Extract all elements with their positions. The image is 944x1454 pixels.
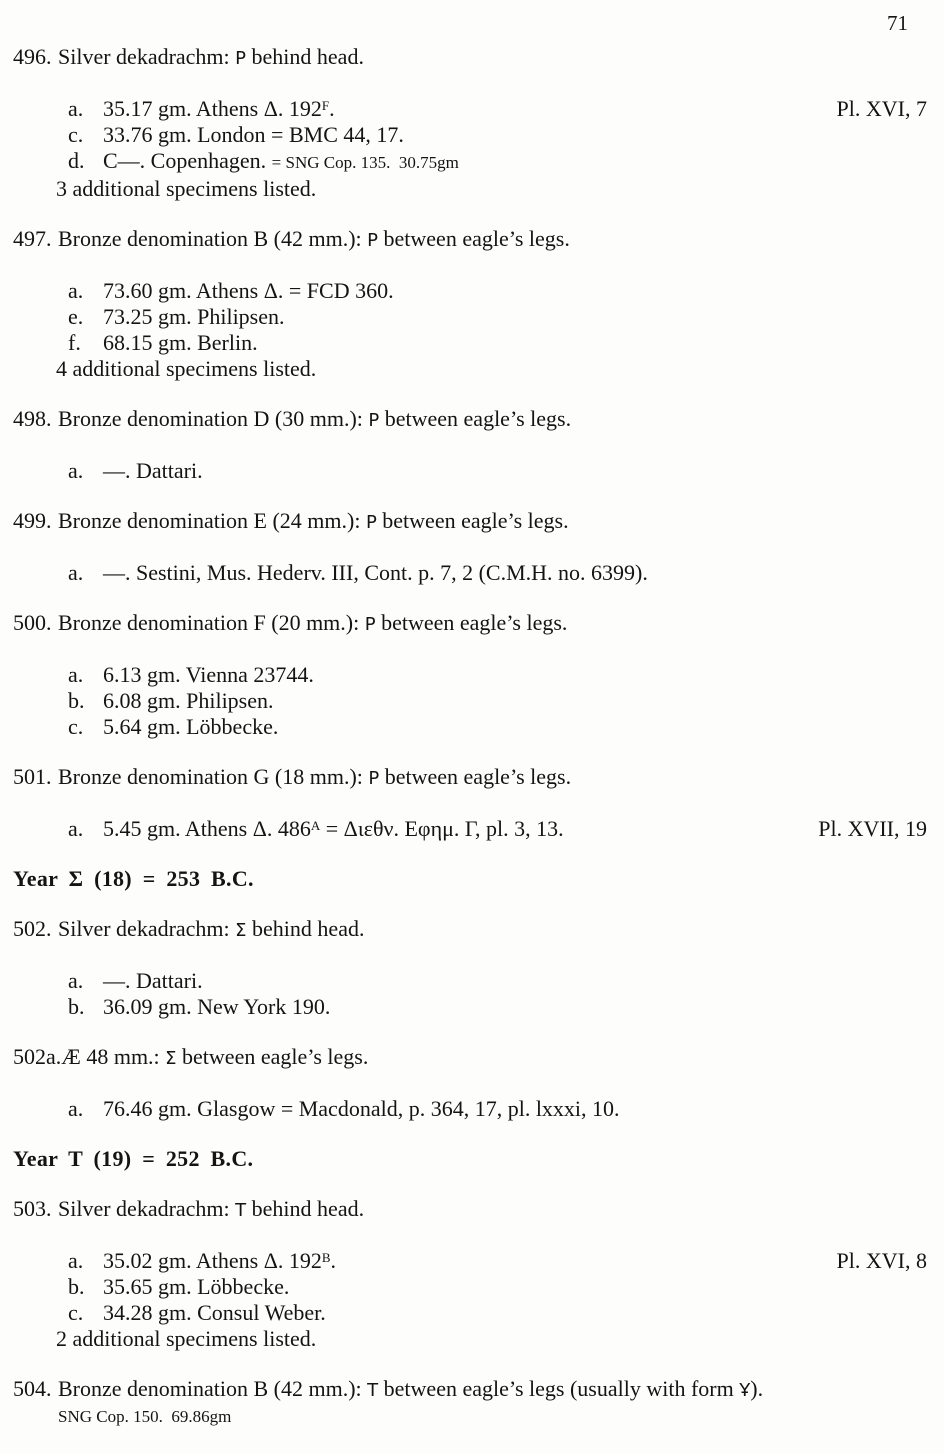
specimen-text	[103, 1274, 927, 1300]
specimen-main: 35.02 gm. Athens Δ. 192	[103, 1248, 322, 1273]
specimen-main: 73.25 gm. Philipsen.	[103, 304, 285, 329]
specimen-text	[103, 96, 927, 122]
entry-heading-text	[58, 1196, 927, 1224]
entry-number: 503.	[13, 1196, 52, 1221]
year-letter-symbol: Σ	[165, 1048, 177, 1069]
specimen-text	[103, 1248, 927, 1274]
specimen-main: 73.60 gm. Athens Δ. = FCD 360.	[103, 278, 394, 303]
specimen-text	[103, 304, 927, 330]
specimen-letter: a.	[68, 1096, 84, 1121]
entry-heading-text	[58, 916, 927, 944]
entry-503	[13, 1196, 927, 1352]
heading-pre: Silver dekadrachm:	[58, 916, 236, 941]
heading-post: between eagle’s legs.	[378, 226, 570, 251]
specimen-line	[68, 1300, 927, 1326]
specimen-list	[68, 560, 927, 586]
specimen-list	[56, 278, 927, 382]
entry-heading-text	[58, 508, 927, 536]
specimen-letter: c.	[68, 714, 84, 739]
plate-reference: Pl. XVII, 19	[818, 816, 927, 841]
specimen-line	[68, 816, 927, 842]
specimen-line	[68, 688, 927, 714]
specimen-line	[68, 1274, 927, 1300]
specimen-main: 35.65 gm. Löbbecke.	[103, 1274, 290, 1299]
specimen-main: 68.15 gm. Berlin.	[103, 330, 258, 355]
year-section-heading: Year Σ (18) = 253 B.C.	[13, 866, 254, 891]
entry-heading	[13, 406, 927, 434]
heading-pre: Bronze denomination G (18 mm.):	[58, 764, 369, 789]
heading-pre: Bronze denomination E (24 mm.):	[58, 508, 366, 533]
heading-post: between eagle’s legs.	[379, 764, 572, 789]
specimen-line	[68, 330, 927, 356]
entry-heading	[13, 44, 927, 72]
specimen-text	[103, 688, 927, 714]
entry-number: 498.	[13, 406, 52, 431]
specimen-line	[68, 148, 927, 176]
entry-heading-text	[58, 764, 927, 792]
year-letter-symbol: P	[235, 48, 247, 69]
entry-499	[13, 508, 927, 586]
specimen-letter: a.	[68, 1248, 84, 1273]
catalog-annotation: = SNG Cop. 135. 30.75gm	[271, 153, 459, 172]
specimen-letter: a.	[68, 662, 84, 687]
entry-502a	[13, 1044, 927, 1122]
specimen-tail: .	[329, 96, 335, 121]
entry-502	[13, 916, 927, 1020]
entry-number: 501.	[13, 764, 52, 789]
plate-reference: Pl. XVI, 8	[836, 1248, 927, 1273]
specimen-letter: a.	[68, 968, 84, 993]
specimen-letter: a.	[68, 458, 84, 483]
specimen-line	[68, 96, 927, 122]
specimen-main: 6.08 gm. Philipsen.	[103, 688, 274, 713]
specimen-list	[68, 816, 927, 842]
specimen-line	[68, 304, 927, 330]
entry-504	[13, 1376, 927, 1430]
specimen-letter: b.	[68, 994, 85, 1019]
specimen-text	[103, 278, 927, 304]
specimen-main: 76.46 gm. Glasgow = Macdonald, p. 364, 17, pl. lxxxi, 10.	[103, 1096, 620, 1121]
entry-number: 500.	[13, 610, 52, 635]
entry-501	[13, 764, 927, 842]
specimen-letter: f.	[68, 330, 81, 355]
entry-497	[13, 226, 927, 382]
entry-heading	[13, 1196, 927, 1224]
entry-number: 496.	[13, 44, 52, 69]
entry-500	[13, 610, 927, 740]
specimen-letter: c.	[68, 122, 84, 147]
entry-heading	[13, 610, 927, 638]
heading-pre: Silver dekadrachm:	[58, 1196, 236, 1221]
page-number: 71	[887, 11, 908, 35]
heading-pre: Bronze denomination B (42 mm.):	[58, 226, 368, 251]
specimen-main: C—. Copenhagen.	[103, 148, 267, 173]
specimen-main: —. Dattari.	[103, 458, 203, 483]
specimen-list	[56, 96, 927, 202]
specimen-letter: a.	[68, 96, 84, 121]
entry-heading-text	[61, 1044, 927, 1072]
specimen-letter: a.	[68, 278, 84, 303]
year-letter-symbol: Σ	[235, 920, 247, 941]
specimen-main: —. Sestini, Mus. Hederv. III, Cont. p. 7, 2 (C.M.H. no. 6399).	[103, 560, 648, 585]
die-superscript: A	[310, 818, 321, 833]
specimen-letter: b.	[68, 688, 85, 713]
year-letter-symbol: P	[365, 512, 377, 533]
specimen-main: 36.09 gm. New York 190.	[103, 994, 331, 1019]
entry-496	[13, 44, 927, 202]
year-letter-symbol: P	[367, 230, 379, 251]
entry-498	[13, 406, 927, 484]
specimen-main: —. Dattari.	[103, 968, 203, 993]
year-section-heading: Year T (19) = 252 B.C.	[13, 1146, 254, 1171]
plate-reference: Pl. XVI, 7	[836, 96, 927, 121]
specimen-text	[103, 662, 927, 688]
year-letter-symbol: P	[364, 614, 376, 635]
specimen-list	[68, 662, 927, 740]
specimen-text	[103, 148, 927, 176]
entry-heading-text	[58, 1376, 927, 1404]
specimen-main: 35.17 gm. Athens Δ. 192	[103, 96, 322, 121]
specimen-text	[103, 994, 927, 1020]
specimen-text	[103, 968, 927, 994]
specimen-letter: a.	[68, 560, 84, 585]
heading-pre: Æ 48 mm.:	[61, 1044, 166, 1069]
specimen-main: 33.76 gm. London = BMC 44, 17.	[103, 122, 404, 147]
specimen-line	[68, 968, 927, 994]
specimen-text	[103, 816, 927, 842]
heading-end: ).	[750, 1376, 764, 1401]
entry-heading	[13, 1376, 927, 1404]
entry-heading-text	[58, 44, 927, 72]
specimen-text	[103, 714, 927, 740]
specimen-tail: .	[330, 1248, 337, 1273]
specimen-line	[68, 458, 927, 484]
heading-post: behind head.	[246, 44, 364, 69]
specimen-text	[103, 122, 927, 148]
specimen-line	[68, 560, 927, 586]
entry-heading	[13, 1044, 927, 1072]
catalog-content	[13, 44, 927, 1454]
entry-number: 502a.	[13, 1044, 62, 1069]
heading-post: behind head.	[246, 916, 365, 941]
year-letter-symbol: P	[368, 410, 380, 431]
specimen-line	[68, 1248, 927, 1274]
specimen-list	[68, 968, 927, 1020]
specimen-main: 6.13 gm. Vienna 23744.	[103, 662, 314, 687]
specimen-text	[103, 1300, 927, 1326]
heading-post: between eagle’s legs.	[376, 508, 569, 533]
specimen-list	[68, 1096, 927, 1122]
specimen-text	[103, 560, 927, 586]
catalog-annotation: SNG Cop. 150. 69.86gm	[58, 1407, 232, 1426]
specimen-letter: c.	[68, 1300, 84, 1325]
specimen-line	[68, 1096, 927, 1122]
specimen-line	[68, 994, 927, 1020]
additional-specimens-note: 3 additional specimens listed.	[56, 176, 317, 201]
entry-heading-text	[58, 226, 927, 254]
heading-post: between eagle’s legs.	[379, 406, 572, 431]
heading-pre: Silver dekadrachm:	[58, 44, 236, 69]
entry-number: 497.	[13, 226, 52, 251]
entry-heading	[13, 508, 927, 536]
specimen-letter: d.	[68, 148, 85, 173]
heading-post: between eagle’s legs.	[176, 1044, 369, 1069]
specimen-line	[68, 662, 927, 688]
monogram-symbol: Ұ	[739, 1380, 751, 1401]
year-letter-symbol: T	[235, 1200, 247, 1221]
additional-specimens-note: 4 additional specimens listed.	[56, 356, 317, 381]
heading-mid: between eagle’s legs (usually with form	[378, 1376, 740, 1401]
die-superscript: F	[321, 98, 330, 113]
heading-post: behind head.	[246, 1196, 365, 1221]
year-letter-symbol: P	[368, 768, 380, 789]
specimen-line	[68, 714, 927, 740]
specimen-text	[103, 1096, 927, 1122]
specimen-list	[68, 458, 927, 484]
specimen-tail: = Διεθν. Εφημ. Γ, pl. 3, 13.	[320, 816, 564, 841]
heading-pre: Bronze denomination F (20 mm.):	[58, 610, 365, 635]
specimen-main: 5.64 gm. Löbbecke.	[103, 714, 279, 739]
entry-number: 504.	[13, 1376, 52, 1401]
entry-heading-text	[58, 610, 927, 638]
specimen-text	[103, 458, 927, 484]
entry-heading	[13, 226, 927, 254]
entry-number: 502.	[13, 916, 52, 941]
entry-heading	[13, 764, 927, 792]
specimen-letter: b.	[68, 1274, 85, 1299]
specimen-main: 5.45 gm. Athens Δ. 486	[103, 816, 311, 841]
specimen-line	[68, 122, 927, 148]
entry-heading-text	[58, 406, 927, 434]
entry-heading	[13, 916, 927, 944]
heading-pre: Bronze denomination D (30 mm.):	[58, 406, 369, 431]
specimen-letter: a.	[68, 816, 84, 841]
specimen-main: 34.28 gm. Consul Weber.	[103, 1300, 326, 1325]
specimen-letter: e.	[68, 304, 84, 329]
entry-number: 499.	[13, 508, 52, 533]
specimen-list	[56, 1248, 927, 1352]
die-superscript: B	[321, 1250, 331, 1265]
heading-post: between eagle’s legs.	[375, 610, 568, 635]
additional-specimens-note: 2 additional specimens listed.	[56, 1326, 317, 1351]
specimen-line	[68, 278, 927, 304]
specimen-text	[103, 330, 927, 356]
year-letter-symbol: T	[367, 1380, 379, 1401]
heading-pre: Bronze denomination B (42 mm.):	[58, 1376, 368, 1401]
